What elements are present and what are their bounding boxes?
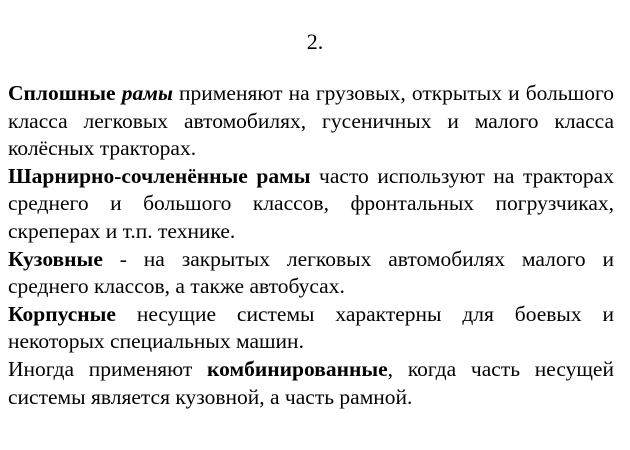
term-articulated: Шарнирно-сочленённые рамы bbox=[8, 163, 311, 188]
paragraph-text: - на закрытых легковых автомобилях малого и среднего классов, а также автобусах. bbox=[8, 246, 614, 299]
term-hull: Корпусные bbox=[8, 301, 116, 326]
term-combined: комбинированные bbox=[207, 356, 388, 381]
page-number: 2. bbox=[306, 29, 324, 54]
term-frames-italic: рамы bbox=[121, 81, 173, 105]
paragraph-text: часто используют на тракторах среднего и большого классов, фронтальных погрузчиках, скреперах и т.п. технике. bbox=[8, 163, 614, 243]
paragraph-text: , когда часть несущей системы является кузовной, а часть рамной. bbox=[8, 356, 614, 409]
paragraph-hull-type bbox=[8, 301, 614, 356]
term-solid: Сплошные bbox=[8, 81, 116, 105]
term-body: Кузовные bbox=[8, 246, 103, 271]
paragraph-body-type bbox=[8, 246, 614, 301]
paragraph-lead-text: Иногда применяют bbox=[8, 356, 208, 381]
paragraph-text: применяют на грузовых, открытых и большого класса легковых автомобилях, гусеничных и малого класса колёсных тракторах. bbox=[8, 81, 615, 161]
paragraph-articulated-frames bbox=[8, 163, 614, 246]
slide-body bbox=[8, 80, 614, 411]
paragraph-text: несущие системы характерны для боевых и некоторых специальных машин. bbox=[8, 301, 614, 354]
paragraph-combined-type bbox=[8, 356, 614, 411]
paragraph-solid-frames bbox=[8, 80, 614, 163]
